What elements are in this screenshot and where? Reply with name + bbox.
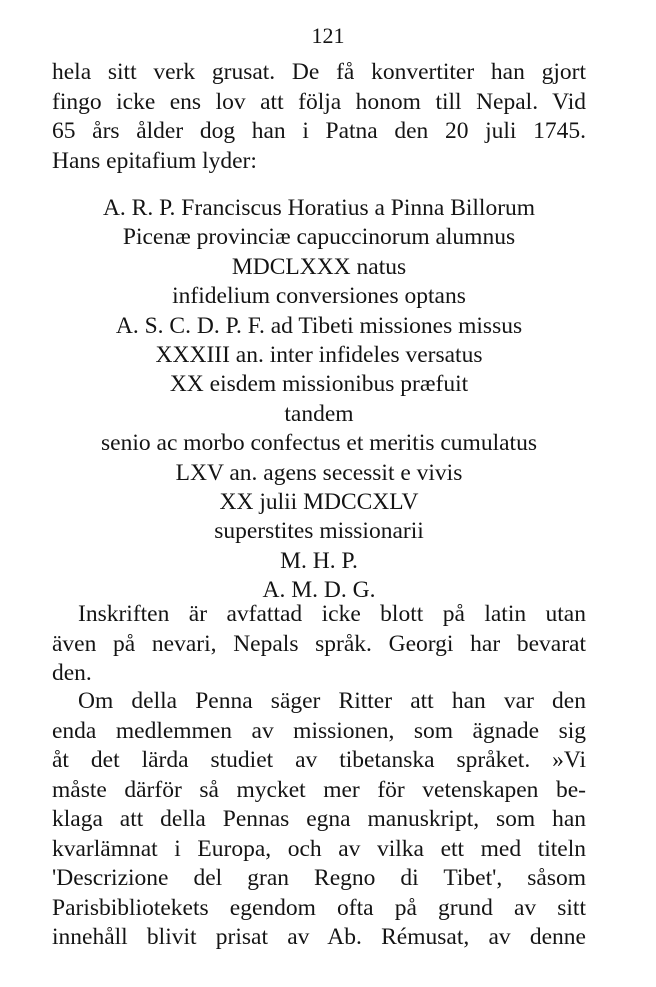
epitaph-line: MDCLXXX natus <box>231 253 407 280</box>
epitaph-inscription <box>52 194 586 606</box>
text-line: måste därför så mycket mer för vetenskapen be- <box>52 776 586 803</box>
text-line: den. <box>52 660 92 686</box>
text-line: innehåll blivit prisat av Ab. Rémusat, av denne <box>52 924 586 950</box>
text-line: kvarlämnat i Europa, och av vilka ett med titeln <box>52 835 586 862</box>
text-line: klaga att della Pennas egna manuskript, som han <box>52 806 586 832</box>
inscription-paragraph <box>52 600 586 689</box>
text-line: enda medlemmen av missionen, som ägnade sig <box>52 717 586 744</box>
epitaph-line: XX julii MDCCXLV <box>219 489 419 516</box>
epitaph-line: tandem <box>284 400 354 427</box>
text-line: 'Descrizione del gran Regno di Tibet', såsom <box>52 865 586 891</box>
epitaph-line: superstites missionarii <box>214 518 424 545</box>
text-line: fingo icke ens lov att följa honom till Nepal. Vid <box>52 88 586 115</box>
epitaph-line: A. M. D. G. <box>262 577 376 604</box>
epitaph-line: A. R. P. Franciscus Horatius a Pinna Billorum <box>102 195 536 221</box>
epitaph-line: senio ac morbo confectus et meritis cumulatus <box>101 430 537 457</box>
text-line: Inskriften är avfattad icke blott på latin utan <box>78 601 586 627</box>
text-line: Parisbibliotekets egendom ofta på grund av sitt <box>52 894 586 921</box>
epitaph-line: LXV an. agens secessit e vivis <box>175 459 463 486</box>
intro-paragraph <box>52 58 586 176</box>
text-line: hela sitt verk grusat. De få konvertiter han gjort <box>52 59 586 85</box>
epitaph-line: A. S. C. D. P. F. ad Tibeti missiones missus <box>115 312 523 339</box>
epitaph-line: infidelium conversiones optans <box>172 283 466 310</box>
ritter-paragraph <box>52 687 586 953</box>
text-line: även på nevari, Nepals språk. Georgi har bevarat <box>52 630 586 657</box>
text-line: Hans epitafium lyder: <box>52 147 257 174</box>
epitaph-line: Picenæ provinciæ capuccinorum alumnus <box>122 224 516 251</box>
text-line: åt det lärda studiet av tibetanska språket. »Vi <box>52 747 586 773</box>
epitaph-line: XX eisdem missionibus præfuit <box>169 371 469 398</box>
epitaph-line: XXXIII an. inter infideles versatus <box>155 342 483 369</box>
text-line: 65 års ålder dog han i Patna den 20 juli 1745. <box>52 118 586 144</box>
page-number: 121 <box>311 23 345 48</box>
epitaph-line: M. H. P. <box>280 547 358 574</box>
text-line: Om della Penna säger Ritter att han var den <box>78 688 586 714</box>
